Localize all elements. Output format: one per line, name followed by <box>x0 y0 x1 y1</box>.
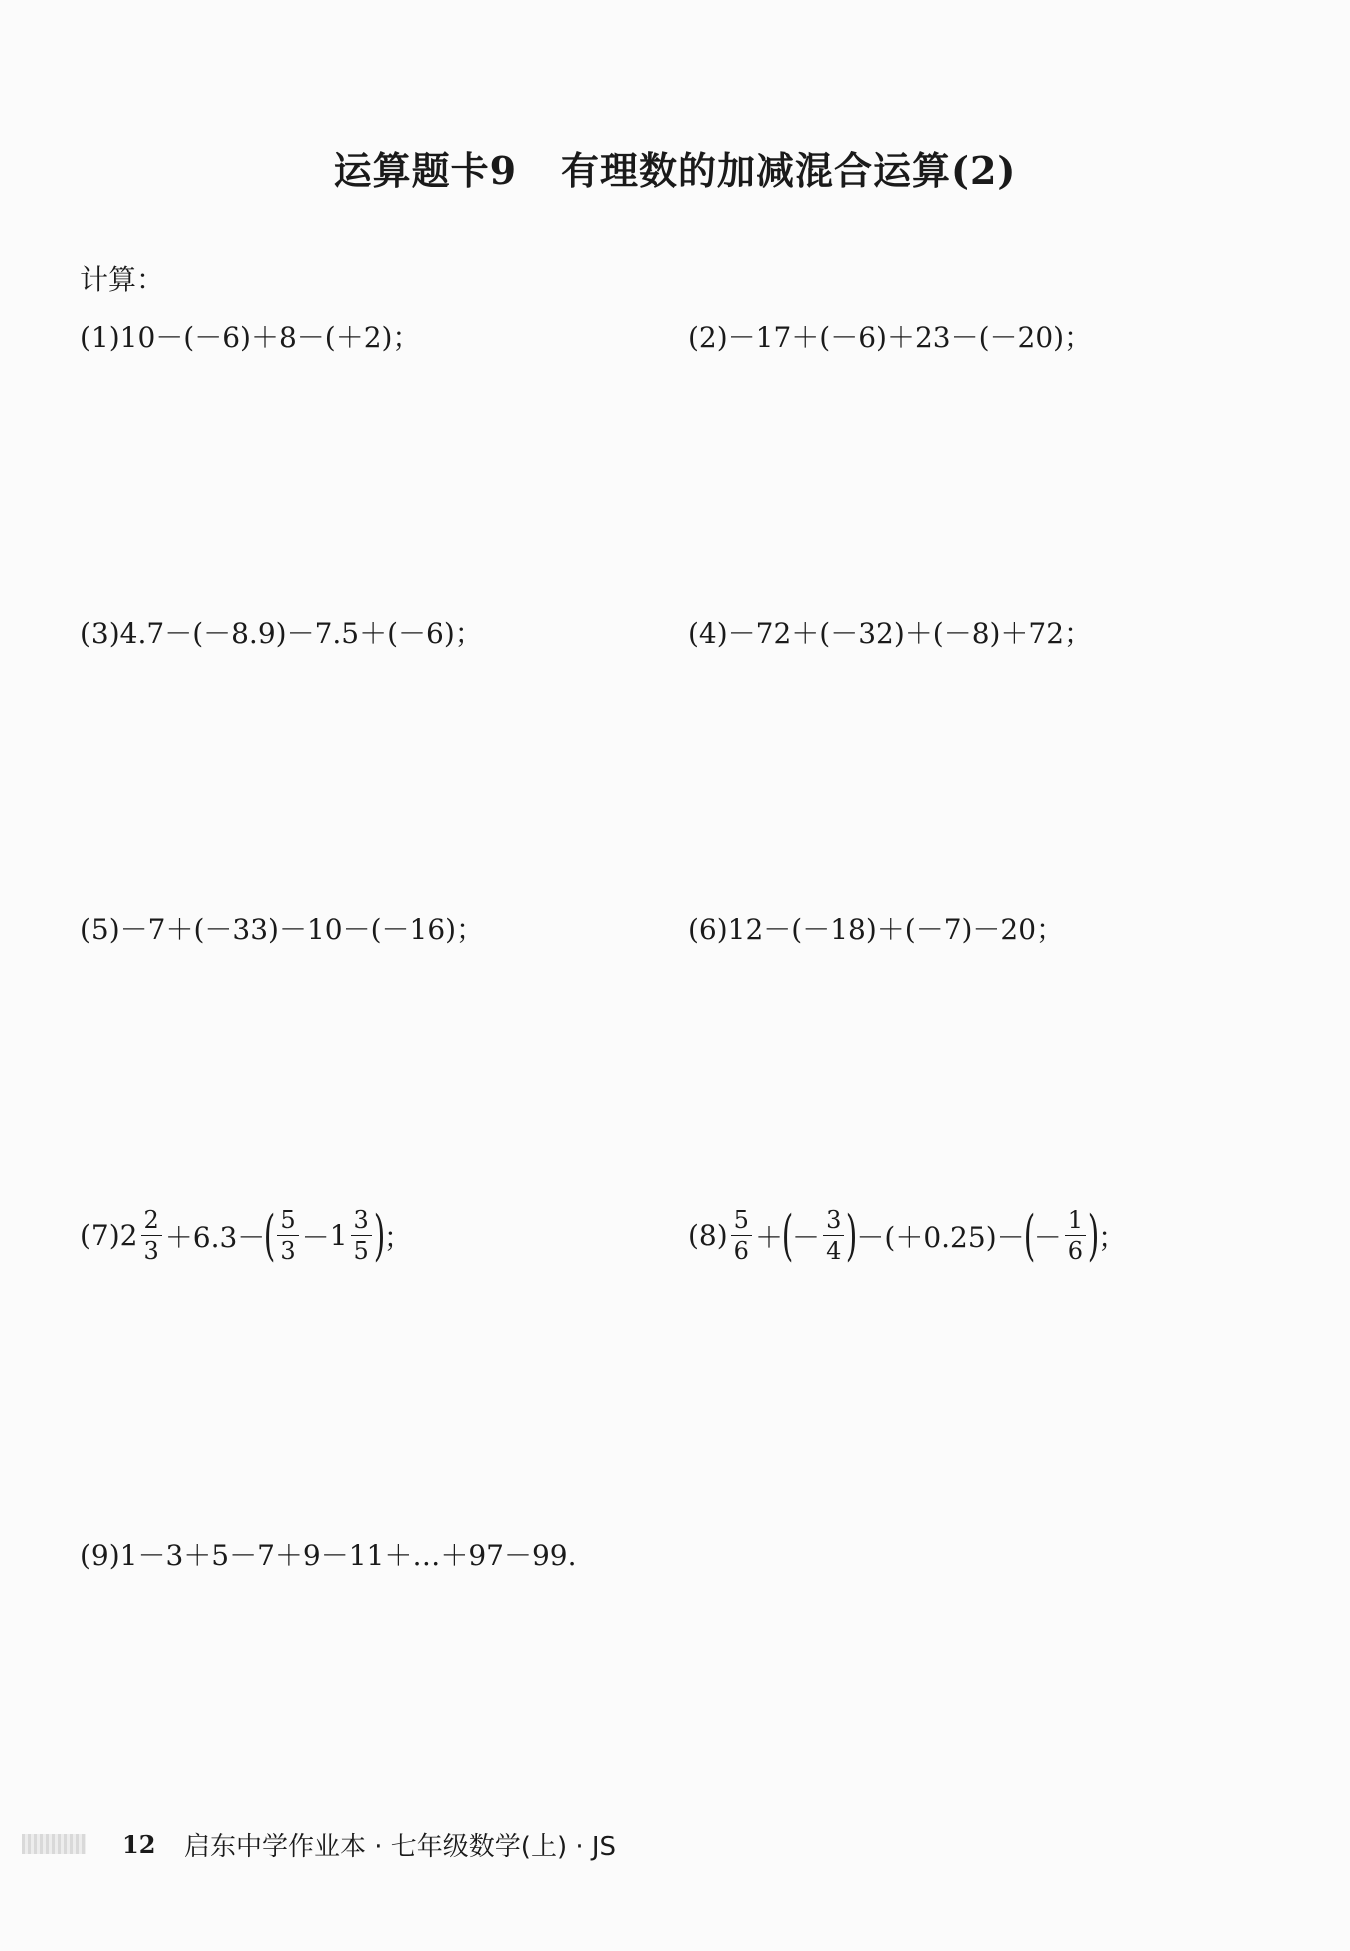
problem-7-whole-1: 2 <box>119 1219 138 1252</box>
problem-8-fraction-1 <box>731 1208 752 1263</box>
problem-6: (6)12－(－18)＋(－7)－20； <box>688 913 1065 946</box>
footer-decoration-bar <box>22 1834 86 1854</box>
problem-1: (1)10－(－6)＋8－(＋2)； <box>80 321 421 354</box>
problem-8-fraction-2 <box>823 1208 844 1263</box>
left-paren: ( <box>264 1203 276 1267</box>
fraction-numerator: 3 <box>351 1208 372 1236</box>
problem-8-label: (8) <box>688 1219 728 1252</box>
problem-7 <box>80 1203 412 1267</box>
problem-9: (9)1－3＋5－7＋9－11＋…＋97－99. <box>80 1539 577 1572</box>
right-paren: ) <box>373 1203 386 1267</box>
fraction-denominator: 3 <box>280 1237 296 1265</box>
problem-7-fraction-1 <box>141 1208 162 1263</box>
problem-7-label: (7) <box>80 1219 120 1252</box>
title-topic: 有理数的加减混合运算(2) <box>561 148 1017 193</box>
problem-8-minus-2: － <box>1033 1220 1062 1254</box>
book-title: 启东中学作业本 · 七年级数学(上) · JS <box>184 1831 617 1862</box>
page-footer <box>0 1826 1350 1862</box>
left-paren: ( <box>781 1203 794 1267</box>
fraction-numerator: 1 <box>1065 1208 1086 1236</box>
problem-7-middle: ＋6.3－ <box>164 1220 266 1254</box>
problem-4: (4)－72＋(－32)＋(－8)＋72； <box>688 617 1093 650</box>
fraction-denominator: 4 <box>826 1237 842 1265</box>
title-card-number: 运算题卡9 <box>333 148 518 193</box>
problem-8-end: ； <box>1098 1220 1127 1254</box>
fraction-numerator: 3 <box>823 1208 844 1236</box>
fraction-denominator: 3 <box>143 1237 159 1265</box>
instruction-label: 计算： <box>80 263 165 296</box>
left-paren: ( <box>1023 1203 1035 1267</box>
problem-7-whole-2: 1 <box>329 1219 348 1252</box>
problem-2: (2)－17＋(－6)＋23－(－20)； <box>688 321 1093 354</box>
problem-8-middle: －(＋0.25)－ <box>856 1220 1025 1254</box>
problem-5: (5)－7＋(－33)－10－(－16)； <box>80 913 485 946</box>
problem-7-fraction-2 <box>277 1208 298 1263</box>
problem-8 <box>688 1203 1127 1267</box>
problem-8-plus: ＋ <box>754 1220 783 1254</box>
problem-8-fraction-3 <box>1065 1208 1086 1263</box>
problem-7-fraction-3 <box>351 1208 372 1263</box>
fraction-numerator: 5 <box>277 1208 298 1236</box>
problem-7-minus: － <box>301 1220 330 1254</box>
fraction-numerator: 5 <box>731 1208 752 1236</box>
problem-7-end: ； <box>383 1220 412 1254</box>
right-paren: ) <box>1087 1203 1100 1267</box>
page-title <box>0 140 1350 195</box>
problem-3: (3)4.7－(－8.9)－7.5＋(－6)； <box>80 617 483 650</box>
problem-8-minus-1: － <box>792 1220 821 1254</box>
fraction-denominator: 6 <box>733 1237 749 1265</box>
fraction-denominator: 6 <box>1067 1237 1083 1265</box>
fraction-denominator: 5 <box>353 1237 369 1265</box>
page-number: 12 <box>122 1829 156 1859</box>
right-paren: ) <box>846 1203 858 1267</box>
fraction-numerator: 2 <box>141 1208 162 1236</box>
